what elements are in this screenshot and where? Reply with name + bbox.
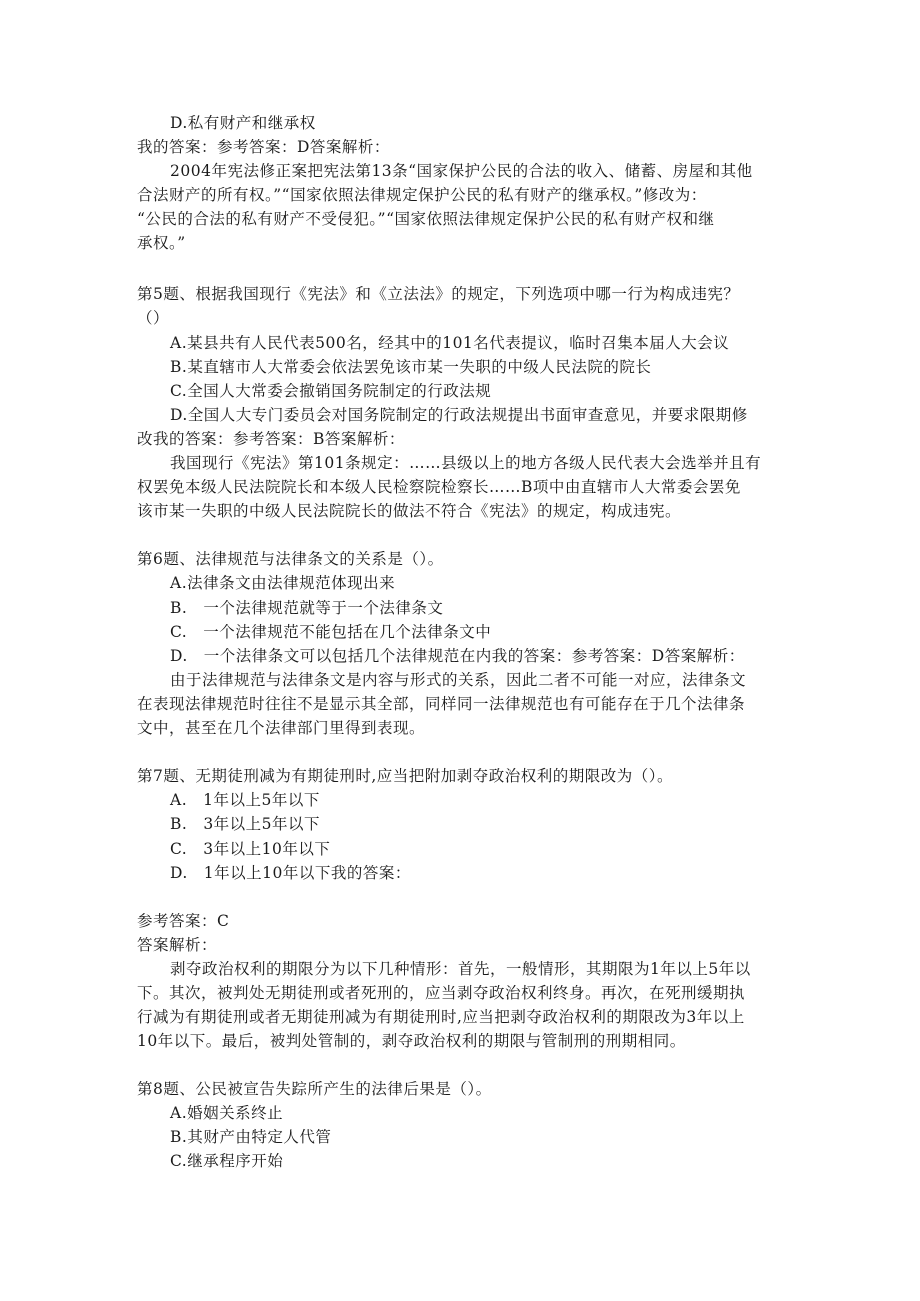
- q5-title-cont: （）: [137, 309, 170, 327]
- q7-option-d: D. 1年以上10年以下我的答案：: [170, 864, 411, 882]
- q5-option-d: D.全国人大专门委员会对国务院制定的行政法规提出书面审查意见，并要求限期修: [170, 406, 748, 424]
- q6-option-d: D. 一个法律条文可以包括几个法律规范在内我的答案：参考答案：D答案解析：: [170, 647, 745, 665]
- q7-explanation-line: 下。其次，被判处无期徒刑或者死刑的，应当剥夺政治权利终身。再次，在死刑缓期执: [137, 984, 746, 1002]
- q4-answer-line: 我的答案：参考答案：D答案解析：: [137, 138, 390, 156]
- q5-option-a: A.某县共有人民代表500名，经其中的101名代表提议，临时召集本届人大会议: [170, 334, 730, 352]
- q6-option-a: A.法律条文由法律规范体现出来: [170, 574, 396, 592]
- q5-explanation-line: 我国现行《宪法》第101条规定：……县级以上的地方各级人民代表大会选举并且有: [170, 454, 762, 472]
- q6-explanation-line: 由于法律规范与法律条文是内容与形式的关系，因此二者不可能一对应，法律条文: [170, 671, 747, 689]
- q7-explanation-line: 剥夺政治权利的期限分为以下几种情形：首先，一般情形，其期限为1年以上5年以: [170, 960, 751, 978]
- q4-option-d: D.私有财产和继承权: [170, 114, 316, 132]
- q5-explanation-line: 权罢免本级人民法院院长和本级人民检察院检察长……B项中由直辖市人大常委会罢免: [137, 478, 741, 496]
- q4-explanation-line: 合法财产的所有权。”“国家依照法律规定保护公民的私有财产的继承权。”修改为：: [137, 186, 707, 204]
- q6-title: 第6题、法律规范与法律条文的关系是（）。: [137, 550, 444, 568]
- q5-answer-line: 改我的答案：参考答案：B答案解析：: [137, 430, 405, 448]
- q7-option-a: A. 1年以上5年以下: [170, 791, 320, 809]
- q5-option-b: B.某直辖市人大常委会依法罢免该市某一失职的中级人民法院的院长: [170, 358, 652, 376]
- q5-explanation-line: 该市某一失职的中级人民法院院长的做法不符合《宪法》的规定，构成违宪。: [137, 502, 682, 520]
- q6-explanation-line: 在表现法律规范时往往不是显示其全部，同样同一法律规范也有可能存在于几个法律条: [137, 695, 746, 713]
- q4-explanation-line: 2004年宪法修正案把宪法第13条“国家保护公民的合法的收入、储蓄、房屋和其他: [170, 162, 753, 180]
- q5-title: 第5题、根据我国现行《宪法》和《立法法》的规定，下列选项中哪一行为构成违宪？: [137, 285, 740, 303]
- q7-reference-answer: 参考答案：C: [137, 912, 230, 930]
- q6-explanation-line: 文中，甚至在几个法律部门里得到表现。: [137, 719, 426, 737]
- q7-explanation-line: 行减为有期徒刑或者无期徒刑减为有期徒刑时,应当把剥夺政治权利的期限改为3年以上: [137, 1008, 745, 1026]
- q4-explanation-line: 承权。”: [137, 234, 186, 252]
- q8-option-b: B.其财产由特定人代管: [170, 1128, 332, 1146]
- q7-analysis-label: 答案解析：: [137, 936, 218, 954]
- q7-option-b: B. 3年以上5年以下: [170, 815, 321, 833]
- q8-option-c: C.继承程序开始: [170, 1152, 284, 1170]
- q8-title: 第8题、公民被宣告失踪所产生的法律后果是（）。: [137, 1080, 492, 1098]
- q7-title: 第7题、无期徒刑减为有期徒刑时,应当把附加剥夺政治权利的期限改为（）。: [137, 767, 674, 785]
- q4-explanation-line: “公民的合法的私有财产不受侵犯。”“国家依照法律规定保护公民的私有财产权和继: [137, 210, 715, 228]
- q7-explanation-line: 10年以下。最后，被判处管制的，剥夺政治权利的期限与管制刑的刑期相同。: [137, 1032, 686, 1050]
- q6-option-b: B. 一个法律规范就等于一个法律条文: [170, 599, 444, 617]
- q6-option-c: C. 一个法律规范不能包括在几个法律条文中: [170, 623, 492, 641]
- q7-option-c: C. 3年以上10年以下: [170, 840, 331, 858]
- q5-option-c: C.全国人大常委会撤销国务院制定的行政法规: [170, 382, 492, 400]
- q8-option-a: A.婚姻关系终止: [170, 1104, 284, 1122]
